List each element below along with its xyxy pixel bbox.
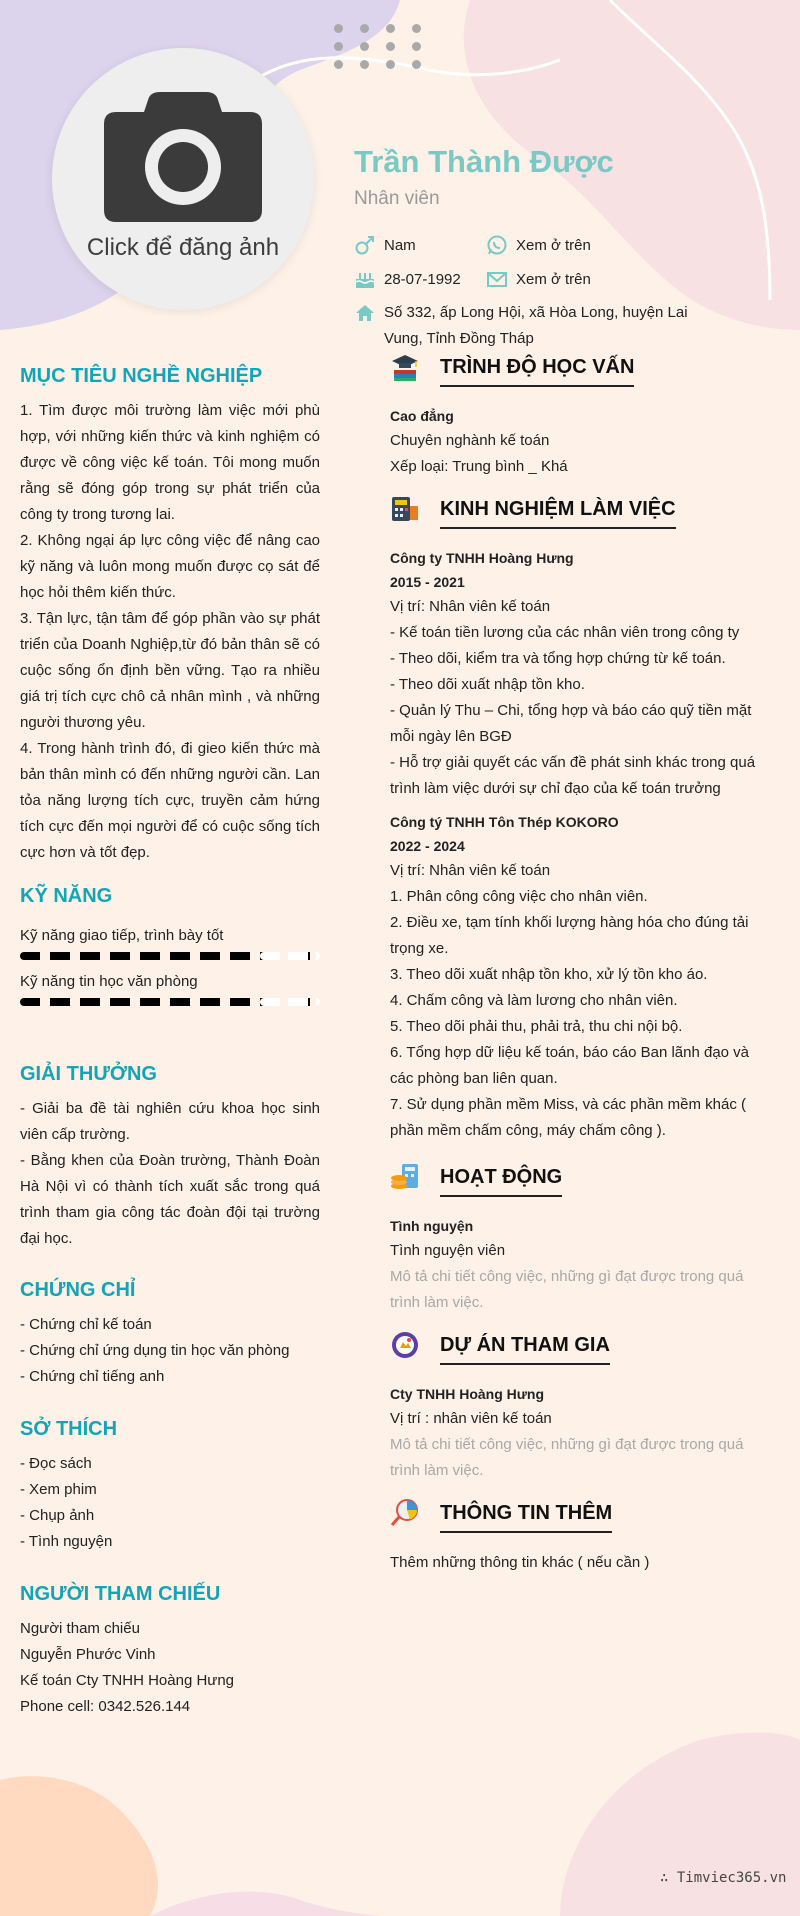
activity-org: Tình nguyện [390, 1218, 474, 1234]
education-line: Chuyên nghành kế toán [390, 432, 550, 449]
education-level: Cao đẳng [390, 408, 454, 424]
job-line: 3. Theo dõi xuất nhập tồn kho, xử lý tồn kho áo. [390, 966, 708, 983]
dob-value: 28-07-1992 [384, 271, 461, 288]
job-period: 2022 - 2024 [390, 838, 465, 854]
awards-heading: GIẢI THƯỞNG [20, 1063, 157, 1085]
activities-heading: HOẠT ĐỘNG [440, 1166, 562, 1197]
education-heading: TRÌNH ĐỘ HỌC VẤN [440, 356, 634, 387]
job-line: 5. Theo dõi phải thu, phải trả, thu chi nội bộ. [390, 1018, 683, 1035]
objective-item: 1. Tìm được môi trường làm việc mới phù hợp, với những kiến thức và kinh nghiệm có được về công việc kế toán. Tôi mong muốn rằng sẽ đóng góp trong sự phát triển của công ty trong tương lai. [20, 402, 320, 523]
project-description: Mô tả chi tiết công việc, những gì đạt được trong quá trình làm việc. [390, 1436, 744, 1479]
job-line: 4. Chấm công và làm lương cho nhân viên. [390, 992, 678, 1009]
skill-level-bar [20, 998, 320, 1006]
objective-heading: MỤC TIÊU NGHỀ NGHIỆP [20, 365, 263, 387]
calculator-icon [390, 494, 420, 524]
hobby-item: - Tình nguyện [20, 1533, 113, 1550]
job-line: - Quản lý Thu – Chi, tổng hợp và báo cáo quỹ tiền mặt mỗi ngày lên BGĐ [390, 702, 752, 745]
awards-section [20, 1063, 320, 1252]
education-line: Xếp loại: Trung bình _ Khá [390, 458, 568, 475]
address-line-2: Vung, Tỉnh Đồng Tháp [384, 330, 534, 347]
phone-icon [486, 234, 508, 256]
coins-calculator-icon [390, 1162, 420, 1192]
skill-name: Kỹ năng tin học văn phòng [20, 973, 198, 990]
certificate-item: - Chứng chỉ ứng dụng tin học văn phòng [20, 1342, 290, 1359]
job-company: Công ty TNHH Hoàng Hưng [390, 550, 574, 566]
certificate-item: - Chứng chỉ tiếng anh [20, 1368, 165, 1385]
skill-level-bar [20, 952, 320, 960]
job-line: 6. Tổng hợp dữ liệu kế toán, báo cáo Ban lãnh đạo và các phòng ban liên quan. [390, 1044, 750, 1087]
email-icon [486, 268, 508, 290]
project-badge-icon [390, 1330, 420, 1360]
reference-item: Nguyễn Phước Vinh [20, 1646, 156, 1663]
candidate-name: Trần Thành Được [354, 144, 614, 179]
job-line: 1. Phân công công việc cho nhân viên. [390, 888, 648, 905]
skill-name: Kỹ năng giao tiếp, trình bày tốt [20, 927, 224, 944]
reference-item: Người tham chiếu [20, 1620, 140, 1637]
birthday-cake-icon [354, 268, 376, 290]
hobby-item: - Đọc sách [20, 1455, 92, 1472]
candidate-role: Nhân viên [354, 188, 440, 209]
phone-value: Xem ở trên [516, 237, 591, 254]
reference-item: Phone cell: 0342.526.144 [20, 1698, 191, 1715]
job-line: Vị trí: Nhân viên kế toán [390, 598, 551, 615]
experience-section [390, 494, 760, 1144]
references-section [20, 1583, 320, 1720]
references-heading: NGƯỜI THAM CHIẾU [20, 1583, 221, 1605]
job-line: Vị trí: Nhân viên kế toán [390, 862, 551, 879]
activities-section [390, 1162, 760, 1316]
project-org: Cty TNHH Hoàng Hưng [390, 1386, 545, 1402]
job-period: 2015 - 2021 [390, 574, 465, 590]
certificates-heading: CHỨNG CHỈ [20, 1279, 136, 1301]
job-line: - Kế toán tiền lương của các nhân viên trong công ty [390, 624, 740, 641]
job-company: Công tý TNHH Tôn Thép KOKORO [390, 814, 619, 830]
gender-value: Nam [384, 237, 416, 254]
projects-section [390, 1330, 760, 1484]
award-item: - Giải ba đề tài nghiên cứu khoa học sinh viên cấp trường. [20, 1100, 320, 1143]
avatar-caption: Click để đăng ảnh [86, 234, 280, 261]
more-info-heading: THÔNG TIN THÊM [440, 1502, 612, 1533]
avatar-upload[interactable] [52, 48, 314, 310]
objective-item: 2. Không ngại áp lực công việc để nâng cao kỹ năng và luôn mong muốn được cọ sát để học hỏi thêm kiến thức. [20, 532, 320, 601]
hobby-item: - Chụp ảnh [20, 1507, 95, 1524]
objective-item: 4. Trong hành trình đó, đi gieo kiến thức mà bản thân mình có đến những người cần. Lan tỏa năng lượng tích cực, truyền cảm hứng tích cực đến mọi người để có cuộc sống tích cực hơn và tốt đẹp. [20, 740, 320, 861]
home-icon [354, 302, 376, 324]
email-value: Xem ở trên [516, 271, 591, 288]
watermark: ∴ Timviec365.vn [660, 1870, 787, 1886]
more-info-section [390, 1498, 760, 1576]
hobbies-heading: SỞ THÍCH [20, 1418, 118, 1440]
hobbies-section [20, 1418, 320, 1555]
experience-heading: KINH NGHIỆM LÀM VIỆC [440, 498, 676, 529]
objective-section [20, 365, 320, 866]
project-line: Vị trí : nhân viên kế toán [390, 1410, 552, 1427]
gender-icon [354, 234, 376, 256]
job-line: 2. Điều xe, tạm tính khối lượng hàng hóa cho đúng tải trọng xe. [390, 914, 749, 957]
address-line-1: Số 332, ấp Long Hội, xã Hòa Long, huyện Lai [384, 304, 688, 321]
reference-item: Kế toán Cty TNHH Hoàng Hưng [20, 1672, 235, 1689]
chart-magnifier-icon [390, 1498, 420, 1528]
job-line: - Theo dõi xuất nhập tồn kho. [390, 676, 585, 693]
skills-heading: KỸ NĂNG [20, 885, 113, 907]
job-line: 7. Sử dụng phần mềm Miss, và các phần mềm khác ( phần mềm chấm công, máy chấm công ). [390, 1096, 747, 1139]
projects-heading: DỰ ÁN THAM GIA [440, 1334, 610, 1365]
camera-icon [104, 92, 262, 222]
activity-description: Mô tả chi tiết công việc, những gì đạt được trong quá trình làm việc. [390, 1268, 744, 1311]
certificate-item: - Chứng chỉ kế toán [20, 1316, 152, 1333]
activity-line: Tình nguyện viên [390, 1242, 506, 1259]
objective-item: 3. Tận lực, tận tâm để góp phần vào sự phát triển của Doanh Nghiệp,từ đó bản thân sẽ có cuộc sống ổn định bền vững. Tạo ra nhiều giá trị tích cực chô cả nhân mình , và những người thương yêu. [20, 610, 320, 731]
job-line: - Hỗ trợ giải quyết các vấn đề phát sinh khác trong quá trình làm việc dưới sự chỉ đạo của kế toán trưởng [390, 754, 756, 797]
graduation-cap-icon [390, 352, 420, 382]
job-line: - Theo dõi, kiểm tra và tổng hợp chứng từ kế toán. [390, 650, 726, 667]
hobby-item: - Xem phim [20, 1481, 97, 1498]
award-item: - Bằng khen của Đoàn trường, Thành Đoàn Hà Nội vì có thành tích xuất sắc trong quá trình tham gia công tác đoàn đội tại trường đại học. [20, 1152, 320, 1247]
skills-section [20, 885, 320, 1018]
more-info-line: Thêm những thông tin khác ( nếu cần ) [390, 1554, 650, 1571]
certificates-section [20, 1279, 320, 1390]
education-section [390, 352, 760, 480]
